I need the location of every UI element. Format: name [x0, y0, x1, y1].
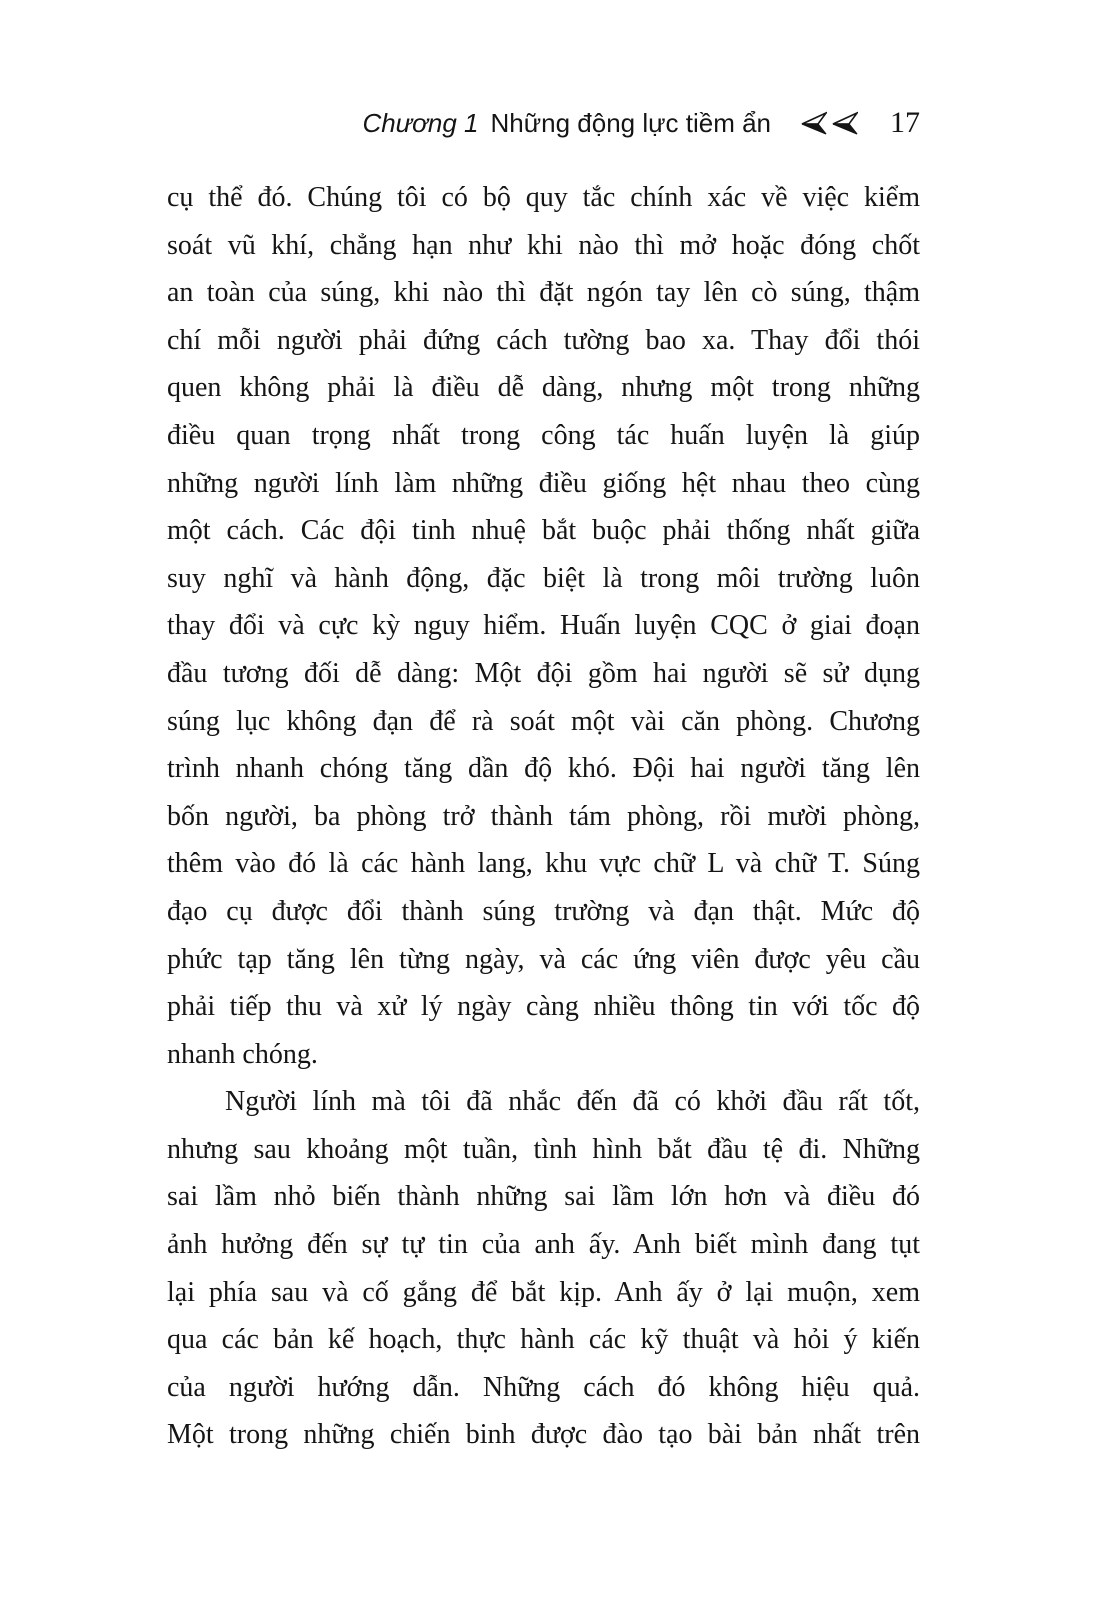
text-line: đạo cụ được đổi thành súng trường và đạn thật. Mức độ — [167, 895, 920, 927]
double-left-arrow-icon — [801, 111, 858, 135]
text-line: cụ thể đó. Chúng tôi có bộ quy tắc chính xác về việc kiểm — [167, 182, 920, 213]
text-line: qua các bản kế hoạch, thực hành các kỹ thuật và hỏi ý kiến — [167, 1324, 920, 1356]
text-line: suy nghĩ và hành động, đặc biệt là trong môi trường luôn — [167, 562, 920, 594]
text-line: sai lầm nhỏ biến thành những sai lầm lớn hơn và điều đó — [167, 1181, 920, 1213]
text-line: Người lính mà tôi đã nhắc đến đã có khởi đầu rất tốt, — [225, 1086, 920, 1118]
text-line: quen không phải là điều dễ dàng, nhưng một trong những — [167, 372, 920, 404]
text-line: bốn người, ba phòng trở thành tám phòng, rồi mười phòng, — [167, 800, 920, 832]
text-line: phức tạp tăng lên từng ngày, và các ứng viên được yêu cầu — [167, 943, 920, 975]
text-line: chí mỗi người phải đứng cách tường bao xa. Thay đổi thói — [167, 324, 920, 356]
text-line: lại phía sau và cố gắng để bắt kịp. Anh ấy ở lại muộn, xem — [167, 1276, 920, 1308]
text-line: nhưng sau khoảng một tuần, tình hình bắt đầu tệ đi. Những — [167, 1133, 920, 1165]
page-number: 17 — [890, 106, 920, 139]
text-line: của người hướng dẫn. Những cách đó không hiệu quả. — [167, 1371, 920, 1403]
text-line: thêm vào đó là các hành lang, khu vực chữ L và chữ T. Súng — [167, 848, 920, 880]
text-line: điều quan trọng nhất trong công tác huấn luyện là giúp — [167, 419, 920, 451]
text-line: soát vũ khí, chẳng hạn như khi nào thì mở hoặc đóng chốt — [167, 229, 920, 261]
text-line: nhanh chóng. — [167, 1038, 318, 1070]
text-line: thay đổi và cực kỳ nguy hiểm. Huấn luyện CQC ở giai đoạn — [167, 610, 920, 642]
text-line: Một trong những chiến binh được đào tạo bài bản nhất trên — [167, 1419, 920, 1451]
text-line: đầu tương đối dễ dàng: Một đội gồm hai người sẽ sử dụng — [167, 657, 920, 689]
text-line: trình nhanh chóng tăng dần độ khó. Đội hai người tăng lên — [167, 753, 920, 785]
text-line: an toàn của súng, khi nào thì đặt ngón tay lên cò súng, thậm — [167, 277, 920, 309]
page-header — [167, 106, 920, 140]
text-line: một cách. Các đội tinh nhuệ bắt buộc phải thống nhất giữa — [167, 515, 920, 547]
chapter-title: Những động lực tiềm ẩn — [490, 108, 771, 138]
body-text — [167, 174, 920, 1459]
text-line: súng lục không đạn để rà soát một vài căn phòng. Chương — [167, 705, 920, 737]
text-line: phải tiếp thu và xử lý ngày càng nhiều thông tin với tốc độ — [167, 991, 920, 1023]
text-line: những người lính làm những điều giống hệt nhau theo cùng — [167, 467, 920, 499]
chapter-label: Chương 1 — [362, 108, 479, 138]
text-line: ảnh hưởng đến sự tự tin của anh ấy. Anh biết mình đang tụt — [167, 1229, 920, 1261]
